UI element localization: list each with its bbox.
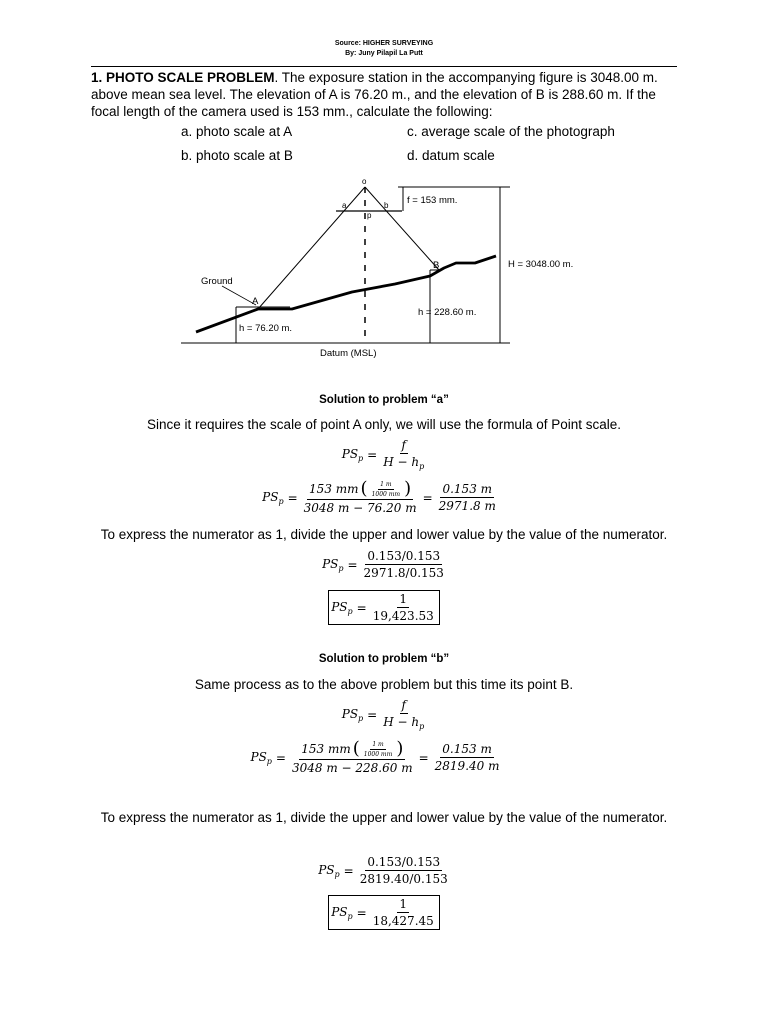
problem-line-1: . The exposure station in the accompanying figure is 3048.00 m. [274, 70, 658, 85]
computation-b: $PS_p$ = 153 mm ( $\frac{1 m}{1000 mm}$ ) 3048 m − 228.60 m = $\frac{0.153 m}{2819.40 m}$ [250, 738, 500, 775]
computation-a: $PS_p$ = 153 mm ( $\frac{1 m}{1000 mm}$ ) 3048 m − 76.20 m = $\frac{0.153 m}{2971.8 m}$ [262, 478, 496, 515]
solution-a-express: To express the numerator as 1, divide the upper and lower value by the value of the numerator. [100, 527, 668, 542]
label-height: H = 3048.00 m. [508, 259, 574, 270]
label-B: B [433, 260, 440, 271]
label-ground: Ground [201, 276, 233, 287]
item-d: d. datum scale [407, 148, 495, 163]
problem-statement [91, 69, 691, 120]
header-rule [91, 66, 677, 67]
label-focal: f = 153 mm. [407, 195, 458, 206]
item-a: a. photo scale at A [181, 124, 293, 139]
problem-line-2: above mean sea level. The elevation of A is 76.20 m., and the elevation of B is 288.60 m. If the [91, 87, 656, 102]
label-a: a [342, 201, 347, 210]
solution-b-intro: Same process as to the above problem but this time its point B. [194, 677, 574, 692]
photo-geometry-figure [0, 170, 768, 365]
label-b: b [384, 201, 389, 210]
label-ha: h = 76.20 m. [239, 323, 293, 334]
reduction-b: $PS_p$ = $\frac{0.153/0.153}{2819.40/0.153}$ [318, 855, 448, 886]
solution-a-intro: Since it requires the scale of point A only, we will use the formula of Point scale. [147, 417, 621, 432]
ground-profile [196, 256, 496, 332]
solution-b-express: To express the numerator as 1, divide the upper and lower value by the value of the numerator. [100, 810, 668, 825]
solution-b-heading: Solution to problem “b” [318, 653, 450, 665]
formula-a: $PS_p$ = $\frac{f}{H - h_p}$ [341, 438, 425, 471]
problem-title: 1. PHOTO SCALE PROBLEM [91, 70, 275, 85]
author-line: By: Juny Pilapil La Putt [345, 50, 423, 57]
result-b: $PS_p$ = $\frac{1}{18,427.45}$ [0, 895, 768, 930]
problem-line-3: focal length of the camera used is 153 mm., calculate the following: [91, 104, 493, 119]
label-p: p [367, 211, 372, 220]
item-c: c. average scale of the photograph [407, 124, 615, 139]
label-A: A [252, 296, 259, 307]
label-o: o [362, 177, 367, 186]
ray-to-A [258, 187, 365, 309]
reduction-a: $PS_p$ = $\frac{0.153/0.153}{2971.8/0.153}$ [322, 549, 444, 580]
label-datum: Datum (MSL) [320, 348, 377, 359]
source-line: Source: HIGHER SURVEYING [334, 40, 434, 47]
label-hb: h = 228.60 m. [418, 307, 477, 318]
formula-b: $PS_p$ = $\frac{f}{H - h_p}$ [341, 698, 425, 731]
result-a: $PS_p$ = $\frac{1}{19,423.53}$ [0, 590, 768, 625]
ground-pointer [222, 286, 256, 305]
solution-a-heading: Solution to problem “a” [319, 394, 449, 406]
item-b: b. photo scale at B [181, 148, 293, 163]
